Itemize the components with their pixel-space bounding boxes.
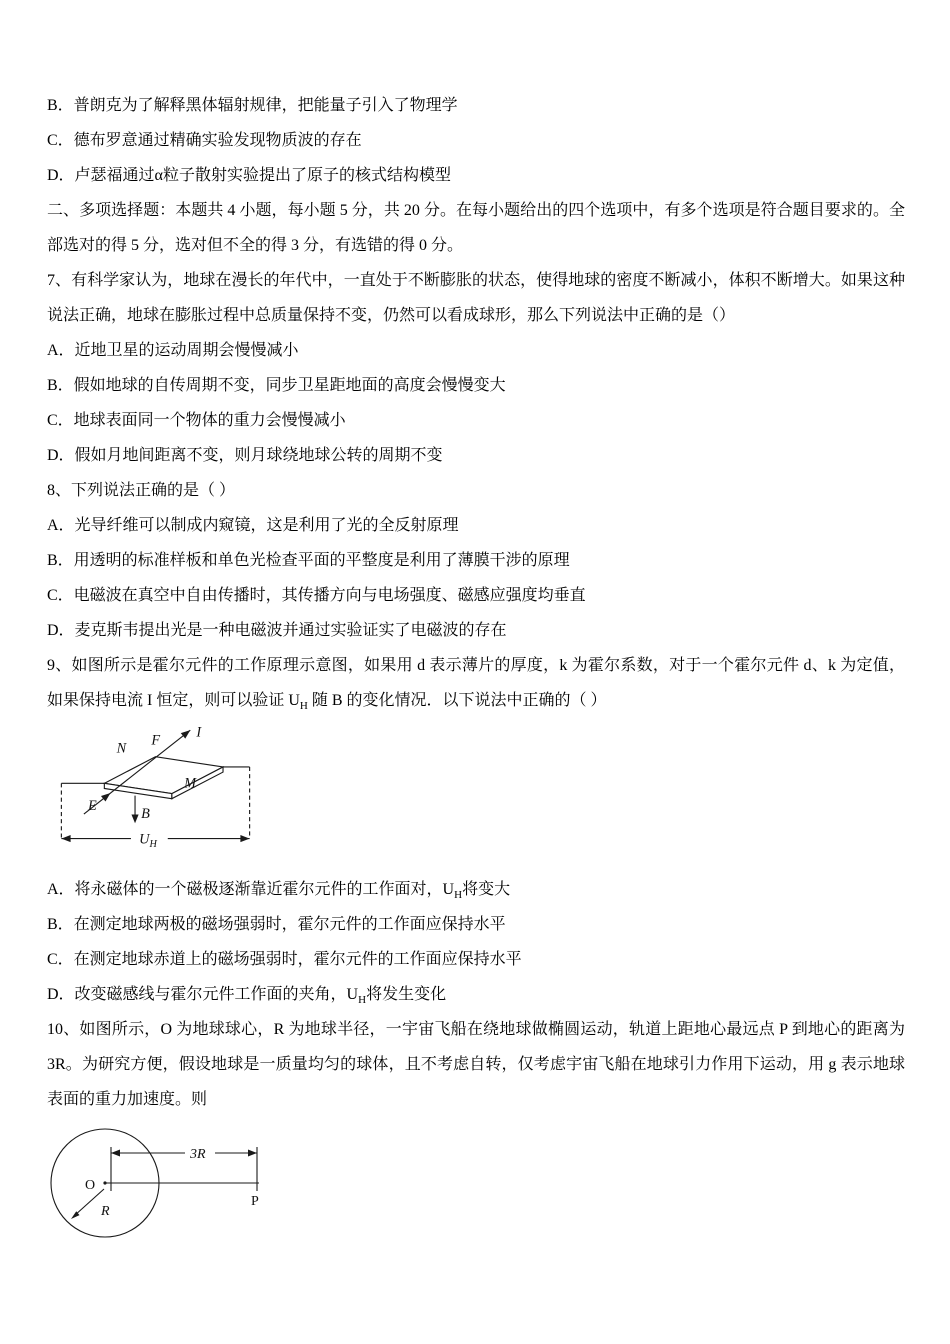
- uh-subscript: H: [454, 889, 463, 902]
- current-arrowhead-icon: [181, 730, 191, 738]
- orbit-label-3r: 3R: [190, 1147, 206, 1162]
- question9-option-c: C．在测定地球赤道上的磁场强弱时，霍尔元件的工作面应保持水平: [47, 951, 522, 968]
- section-2-header: 二、多项选择题：本题共 4 小题，每小题 5 分，共 20 分。在每小题给出的四个选项中，有多个选项是符合题目要求的。全部选对的得 5 分，选对但不全的得 3 分，有选错的得 0 分。: [47, 202, 905, 254]
- question7-option-d: D．假如月地间距离不变，则月球绕地球公转的周期不变: [47, 447, 443, 464]
- question6-option-c: C．德布罗意通过精确实验发现物质波的存在: [47, 132, 362, 149]
- dimension-right-arrowhead-icon: [248, 1150, 257, 1157]
- question7-option-b: B．假如地球的自传周期不变，同步卫星距地面的高度会慢慢变大: [47, 377, 506, 394]
- question9-option-d-text-2: 将发生变化: [366, 986, 447, 1003]
- uh-right-arrowhead-icon: [240, 835, 249, 842]
- question10-stem: 10、如图所示，O 为地球球心，R 为地球半径，一宇宙飞船在绕地球做椭圆运动，轨道上距地心最远点 P 到地心的距离为 3R。为研究方便，假设地球是一质量均匀的球体，且不考虑自转，仅考虑宇宙飞船在地球引力作用下运动，用 g 表示地球表面的重力加速度。则: [47, 1021, 905, 1108]
- hall-label-u: U: [139, 831, 150, 848]
- question9-option-d: [47, 977, 905, 1012]
- question9-stem-text-1: 9、如图所示是霍尔元件的工作原理示意图，如果用 d 表示薄片的厚度，k 为霍尔系数，对于一个霍尔元件 d、k 为定值，如果保持电流 I 恒定，则可以验证 U: [47, 657, 905, 709]
- radius-arrow-shaft: [74, 1189, 104, 1216]
- question9-option-b: B．在测定地球两极的磁场强弱时，霍尔元件的工作面应保持水平: [47, 916, 506, 933]
- question9-stem-text-2: 随 B 的变化情况．以下说法中正确的（ ）: [307, 692, 607, 709]
- question6-option-d: D．卢瑟福通过α粒子散射实验提出了原子的核式结构模型: [47, 167, 451, 184]
- question9-option-a-text-2: 将变大: [462, 881, 511, 898]
- question7-stem: 7、有科学家认为，地球在漫长的年代中，一直处于不断膨胀的状态，使得地球的密度不断减小，体积不断增大。如果这种说法正确，地球在膨胀过程中总质量保持不变，仍然可以看成球形，那么下列说法中正确的是（）: [47, 272, 905, 324]
- hall-label-f: F: [151, 732, 161, 749]
- hall-label-m: M: [184, 775, 197, 792]
- question8-option-d: D．麦克斯韦提出光是一种电磁波并通过实验证实了电磁波的存在: [47, 622, 507, 639]
- hall-label-h-sub: H: [149, 838, 157, 850]
- earth-orbit-figure: [47, 1121, 905, 1261]
- question8-option-b: B．用透明的标准样板和单色光检查平面的平整度是利用了薄膜干涉的原理: [47, 552, 570, 569]
- question9-option-a: [47, 872, 905, 907]
- uh-left-arrowhead-icon: [61, 835, 70, 842]
- question6-option-b: B．普朗克为了解释黑体辐射规律，把能量子引入了物理学: [47, 97, 458, 114]
- hall-element-figure: [53, 724, 905, 862]
- question8-stem: 8、下列说法正确的是（ ）: [47, 482, 236, 499]
- earth-orbit-diagram: [47, 1121, 287, 1256]
- question8-option-a: A．光导纤维可以制成内窥镜，这是利用了光的全反射原理: [47, 517, 459, 534]
- hall-label-uh: [139, 832, 157, 850]
- question7-option-c: C．地球表面同一个物体的重力会慢慢减小: [47, 412, 346, 429]
- hall-element-diagram: [53, 724, 258, 857]
- orbit-label-r: R: [101, 1204, 110, 1219]
- question9-option-a-text-1: A．将永磁体的一个磁极逐渐靠近霍尔元件的工作面对，U: [47, 881, 455, 898]
- question9-option-d-text-1: D．改变磁感线与霍尔元件工作面的夹角，U: [47, 986, 359, 1003]
- question7-option-a: A．近地卫星的运动周期会慢慢减小: [47, 342, 299, 359]
- hall-label-b: B: [141, 806, 150, 823]
- e-arrowhead-icon: [101, 793, 111, 801]
- hall-label-e: E: [87, 797, 97, 814]
- orbit-label-o: O: [85, 1178, 96, 1193]
- hall-label-i: I: [196, 724, 202, 741]
- uh-subscript: H: [299, 700, 308, 713]
- question8-option-c: C．电磁波在真空中自由传播时，其传播方向与电场强度、磁感应强度均垂直: [47, 587, 586, 604]
- dimension-left-arrowhead-icon: [111, 1150, 120, 1157]
- center-dot: [103, 1181, 106, 1184]
- hall-label-n: N: [116, 740, 127, 757]
- uh-subscript: H: [358, 994, 367, 1007]
- b-arrowhead-icon: [131, 815, 138, 824]
- question9-stem: [47, 648, 905, 718]
- orbit-label-p: P: [251, 1194, 259, 1209]
